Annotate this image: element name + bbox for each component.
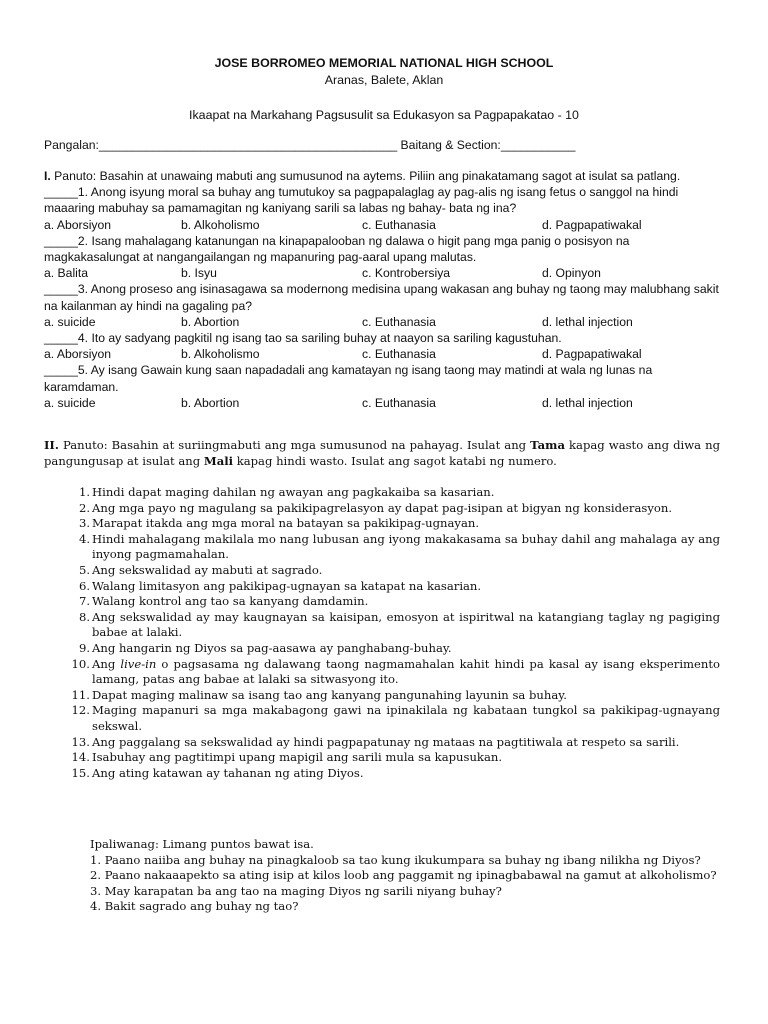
item-number: 8. — [78, 609, 90, 624]
list-item — [68, 610, 720, 641]
part-2-instr-b: kapag wasto ang diwa ng pangungusap at isulat ang — [44, 438, 721, 468]
tama-keyword: Tama — [530, 438, 565, 452]
part-1 — [44, 168, 724, 411]
choice-b: b. Abortion — [181, 395, 240, 410]
item-number: 12. — [71, 703, 90, 718]
list-item — [68, 485, 720, 501]
item-text: Ang sekswalidad ay mabuti at sagrado. — [92, 562, 323, 577]
question-3: _____3. Anong proseso ang isinasagawa sa modernong medisina upang wakasan ang buhay ng taong may malubhang sakit na kailanman ay hindi na gagaling pa? — [44, 282, 719, 313]
list-item — [68, 594, 720, 610]
list-item — [68, 501, 720, 517]
part-2-roman: II. — [44, 438, 59, 452]
part-1-instruction-text: Panuto: Basahin at unawaing mabuti ang sumusunod na aytems. Piliin ang pinakatamang sagot at isulat sa patlang. — [50, 169, 681, 183]
choice-d: d. Opinyon — [542, 266, 601, 281]
part-2-instr-a: Panuto: Basahin at suriingmabuti ang mga sumusunod na pahayag. Isulat ang — [58, 438, 531, 452]
item-text: Hindi mahalagang makilala mo nang lubusan ang iyong makakasama sa buhay dahil ang mahalaga ay ang inyong pagmamahalan. — [92, 531, 720, 562]
item-number: 13. — [71, 734, 90, 749]
mali-keyword: Mali — [203, 453, 234, 468]
list-item — [68, 750, 720, 766]
item-number: 1. — [78, 485, 90, 499]
list-item — [68, 532, 720, 563]
list-item — [68, 688, 720, 704]
choices-3 — [44, 314, 724, 330]
choice-a: a. suicide — [44, 314, 96, 329]
item-number: 14. — [71, 750, 90, 765]
choice-d: d. Pagpapatiwakal — [542, 347, 642, 362]
part-1-instructions — [44, 168, 724, 184]
item-number: 7. — [78, 594, 90, 609]
part-2-instr-c: kapag hindi wasto. Isulat ang sagot katabi ng numero. — [233, 453, 557, 468]
school-name: JOSE BORROMEO MEMORIAL NATIONAL HIGH SCHOOL — [214, 56, 554, 70]
item-number: 4. — [78, 531, 90, 546]
item-text: Ang sekswalidad ay may kaugnayan sa kaisipan, emosyon at ispiritwal na katangiang taglay ng pagiging babae at lalaki. — [92, 609, 720, 640]
choice-d: d. lethal injection — [542, 314, 633, 329]
list-item — [68, 641, 720, 657]
explain-section — [90, 837, 720, 915]
choice-a: a. Aborsiyon — [44, 217, 112, 232]
question-5: _____5. Ay isang Gawain kung saan napadadali ang kamatayan ng isang taong may matindi at wala ng lunas na karamdaman. — [44, 363, 653, 394]
choices-4 — [44, 346, 724, 362]
exam-title: Ikaapat na Markahang Pagsusulit sa Edukasyon sa Pagpapakatao - 10 — [189, 108, 579, 122]
name-section-line — [44, 138, 575, 152]
item-text-start: Ang — [92, 656, 121, 671]
item-text: Dapat maging malinaw sa isang tao ang kanyang pangunahing layunin sa buhay. — [92, 687, 567, 702]
choice-c: c. Euthanasia — [362, 347, 436, 362]
question-1: _____1. Anong isyung moral sa buhay ang tumutukoy sa pagpapalaglag ay pag-alis ng isang fetus o sanggol na hindi maaaring mabuhay sa pamamagitan ng kaniyang sarili sa labas ng bahay- bata ng ina? — [44, 185, 679, 216]
choices-1 — [44, 217, 724, 233]
item-text — [92, 657, 720, 688]
question-2: _____2. Isang mahalagang katanungan na kinapapalooban ng dalawa o higit pang mga panig o posisyon na magkakasalungat at nangangailangan ng mapanuring pag-aaral upang malutas. — [44, 233, 630, 264]
explain-question: 1. Paano naiiba ang buhay na pinagkaloob sa tao kung ikukumpara sa buhay ng ibang nilikha ng Diyos? — [90, 852, 701, 867]
item-text: Ang hangarin ng Diyos sa pag-aasawa ay panghabang-buhay. — [92, 640, 452, 655]
list-item — [68, 579, 720, 595]
list-item — [68, 703, 720, 734]
item-text: Ang paggalang sa sekswalidad ay hindi pagpapatunay ng mataas na pagtitiwala at respeto sa sarili. — [92, 734, 680, 749]
explain-question: 3. May karapatan ba ang tao na maging Diyos ng sarili niyang buhay? — [90, 883, 502, 898]
item-number: 3. — [78, 516, 90, 531]
item-text: Marapat itakda ang mga moral na batayan sa pakikipag-ugnayan. — [92, 516, 480, 531]
true-false-list — [68, 485, 720, 781]
choice-c: c. Euthanasia — [362, 217, 436, 232]
item-number: 5. — [78, 562, 90, 577]
item-text: Walang limitasyon ang pakikipag-ugnayan sa katapat na kasarian. — [92, 578, 482, 593]
explain-question: 4. Bakit sagrado ang buhay ng tao? — [90, 899, 299, 914]
list-item — [68, 516, 720, 532]
item-text: Maging mapanuri sa mga makabagong gawi na ipinakilala ng kabataan tungkol sa pakikipag-ugnayang sekswal. — [92, 703, 720, 733]
item-text: Walang kontrol ang tao sa kanyang damdamin. — [92, 594, 369, 609]
item-number: 9. — [78, 640, 90, 655]
name-label: Pangalan: — [44, 138, 99, 152]
choices-2 — [44, 265, 724, 281]
list-item — [68, 766, 720, 782]
section-blank: ___________ — [500, 138, 576, 152]
item-text: Ang ating katawan ay tahanan ng ating Diyos. — [92, 765, 364, 780]
choices-5 — [44, 395, 724, 411]
choice-a: a. Balita — [44, 266, 89, 281]
list-item — [68, 563, 720, 579]
name-blank: ____________________________________________ — [98, 138, 398, 152]
part-2-instructions — [44, 438, 720, 469]
item-text: Hindi dapat maging dahilan ng awayan ang pagkakaiba sa kasarian. — [92, 485, 495, 499]
item-number: 2. — [78, 500, 90, 515]
item-text: Isabuhay ang pagtitimpi upang mapigil ang sarili mula sa kapusukan. — [92, 750, 503, 765]
choice-c: c. Euthanasia — [362, 314, 436, 329]
list-item — [68, 735, 720, 751]
item-number: 11. — [71, 687, 90, 702]
part-1-roman: I. — [44, 169, 51, 183]
choice-b: b. Alkoholismo — [181, 347, 260, 362]
school-address: Aranas, Balete, Aklan — [324, 73, 444, 87]
item-number: 6. — [78, 578, 90, 593]
choice-c: c. Kontrobersiya — [362, 266, 451, 281]
choice-b: b. Alkoholismo — [181, 217, 260, 232]
item-number: 15. — [71, 765, 90, 780]
choice-a: a. Aborsiyon — [44, 347, 112, 362]
live-in-term: live-in — [120, 656, 157, 671]
section-label: Baitang & Section: — [400, 138, 501, 152]
list-item — [68, 657, 720, 688]
item-text-end: o pagsasama ng dalawang taong nagmamahalan kahit hindi pa kasal ay isang eksperimento lamang, patas ang babae at lalaki sa sitwasyong ito. — [92, 656, 720, 687]
question-4: _____4. Ito ay sadyang pagkitil ng isang tao sa sariling buhay at naayon sa sariling kagustuhan. — [44, 330, 562, 345]
choice-d: d. Pagpapatiwakal — [542, 217, 642, 232]
choice-a: a. suicide — [44, 395, 96, 410]
choice-c: c. Euthanasia — [362, 395, 436, 410]
item-text: Ang mga payo ng magulang sa pakikipagrelasyon ay dapat pag-isipan at bigyan ng konsiderasyon. — [92, 500, 673, 515]
choice-b: b. Abortion — [181, 314, 240, 329]
choice-b: b. Isyu — [181, 266, 217, 281]
item-number: 10. — [71, 656, 90, 671]
explain-heading: Ipaliwanag: Limang puntos bawat isa. — [90, 837, 314, 851]
explain-question: 2. Paano nakaaapekto sa ating isip at kilos loob ang paggamit ng ipinagbabawal na gamut at alkoholismo? — [90, 868, 717, 883]
choice-d: d. lethal injection — [542, 395, 633, 410]
